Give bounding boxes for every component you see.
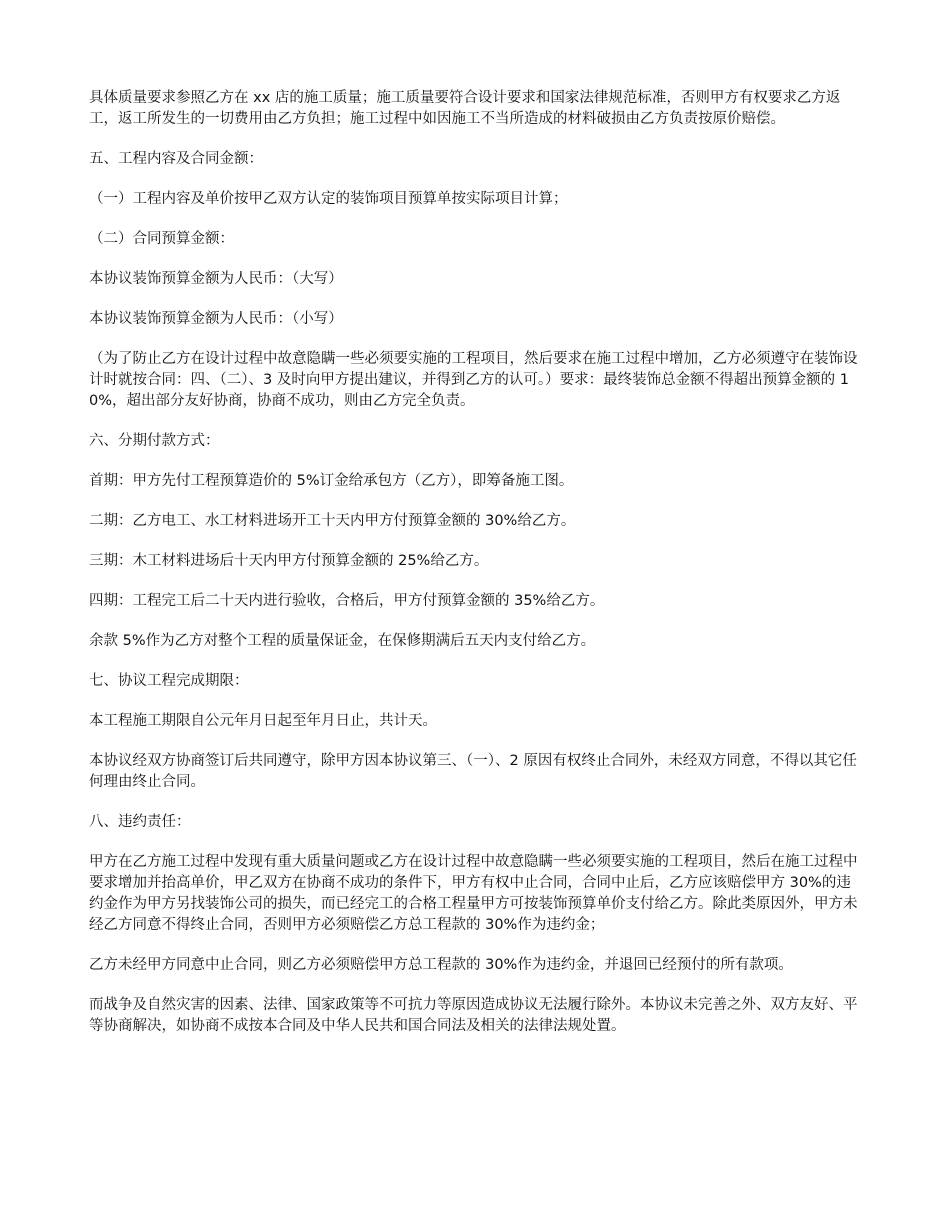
- paragraph-termination-terms: 本协议经双方协商签订后共同遵守，除甲方因本协议第三、（一）、2 原因有权终止合同外，未经双方同意，不得以其它任何理由终止合同。: [89, 753, 857, 790]
- paragraph-payment-phase-1: 首期：甲方先付工程预算造价的 5%订金给承包方（乙方），即筹备施工图。: [89, 473, 574, 489]
- paragraph-construction-period: 本工程施工期限自公元年月日起至年月日止，共计天。: [89, 713, 437, 729]
- paragraph-party-b-breach: 乙方未经甲方同意中止合同，则乙方必须赔偿甲方总工程款的 30%作为违约金，并退回已经预付的所有款项。: [89, 957, 793, 973]
- heading-section-6: 六、分期付款方式：: [89, 433, 220, 449]
- paragraph-payment-phase-3: 三期：木工材料进场后十天内甲方付预算金额的 25%给乙方。: [89, 553, 489, 569]
- paragraph-payment-phase-4: 四期：工程完工后二十天内进行验收，合格后，甲方付预算金额的 35%给乙方。: [89, 593, 605, 609]
- paragraph-payment-balance: 余款 5%作为乙方对整个工程的质量保证金，在保修期满后五天内支付给乙方。: [89, 633, 596, 649]
- paragraph-party-a-breach: 甲方在乙方施工过程中发现有重大质量问题或乙方在设计过程中故意隐瞒一些必须要实施的工程项目，然后在施工过程中要求增加并抬高单价，甲乙双方在协商不成功的条件下，甲方有权中止合同，合同中止后，乙方应该赔偿甲方 30%的违约金作为甲方另找装饰公司的损失，而已经完工的合格工程量甲方可按装饰预算单价支付给乙方。除此类原因外，甲方未经乙方同意不得终止合同，否则甲方必须赔偿乙方总工程款的 30%作为违约金；: [89, 854, 858, 933]
- paragraph-amount-uppercase: 本协议装饰预算金额为人民币：（大写）: [89, 271, 343, 287]
- paragraph-section-5-item-1: （一）工程内容及单价按甲乙双方认定的装饰项目预算单按实际项目计算；: [89, 191, 568, 207]
- paragraph-quality-requirements: 具体质量要求参照乙方在 xx 店的施工质量；施工质量要符合设计要求和国家法律规范标准，否则甲方有权要求乙方返工，返工所发生的一切费用由乙方负担；施工过程中如因施工不当所造成的材料破损由乙方负责按原价赔偿。: [89, 90, 841, 127]
- heading-section-7: 七、协议工程完成期限：: [89, 673, 249, 689]
- heading-section-8: 八、违约责任：: [89, 814, 191, 830]
- paragraph-amount-note: （为了防止乙方在设计过程中故意隐瞒一些必须要实施的工程项目，然后要求在施工过程中增加，乙方必须遵守在装饰设计时就按合同：四、（二）、3 及时向甲方提出建议，并得到乙方的认可。）要求：最终装饰总金额不得超出预算金额的 10%，超出部分友好协商，协商不成功，则由乙方完全负责。: [89, 351, 858, 409]
- paragraph-section-5-item-2: （二）合同预算金额：: [89, 231, 234, 247]
- paragraph-amount-lowercase: 本协议装饰预算金额为人民币：（小写）: [89, 311, 343, 327]
- paragraph-payment-phase-2: 二期：乙方电工、水工材料进场开工十天内甲方付预算金额的 30%给乙方。: [89, 513, 576, 529]
- paragraph-force-majeure: 而战争及自然灾害的因素、法律、国家政策等不可抗力等原因造成协议无法履行除外。本协议未完善之外、双方友好、平等协商解决，如协商不成按本合同及中华人民共和国合同法及相关的法律法规处置。: [89, 997, 858, 1034]
- heading-section-5: 五、工程内容及合同金额：: [89, 151, 263, 167]
